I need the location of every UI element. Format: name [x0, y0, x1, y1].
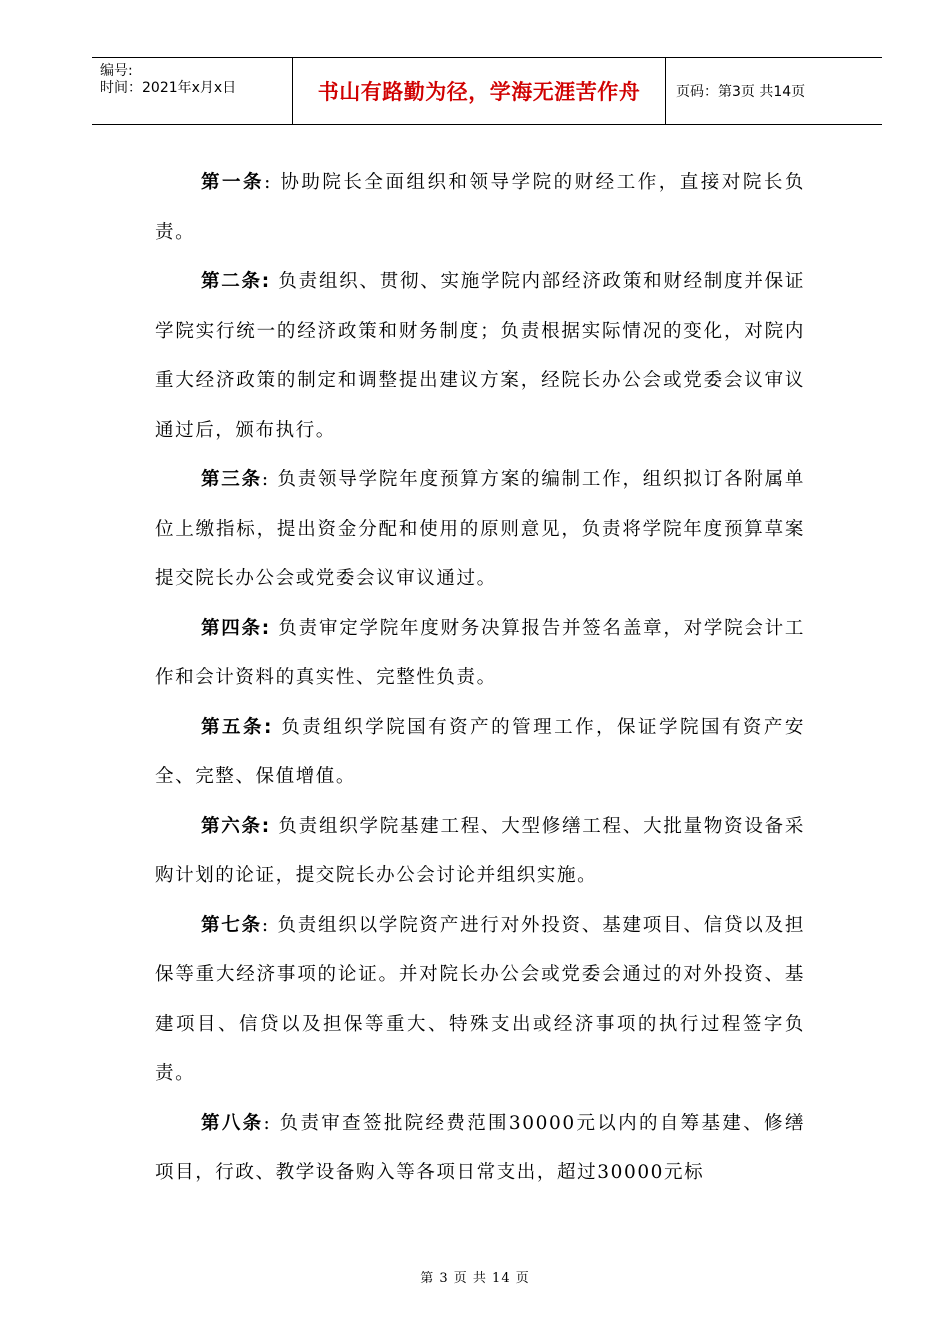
article-label: 第一条	[201, 172, 265, 193]
footer-page-number: 第 3 页 共 14 页	[420, 1271, 530, 1286]
article-7	[155, 901, 805, 1099]
document-body	[155, 158, 805, 1198]
document-time-label: 时间：2021年x月x日	[100, 80, 237, 96]
article-text: 协助院长全面组织和领导学院的财经工作，直接对院长负责。	[155, 172, 805, 243]
article-separator: :	[261, 469, 270, 490]
article-3	[155, 455, 805, 604]
article-4	[155, 604, 805, 703]
article-text: 负责审定学院年度财务决算报告并签名盖章，对学院会计工作和会计资料的真实性、完整性负责。	[155, 617, 805, 688]
article-text: 负责组织以学院资产进行对外投资、基建项目、信贷以及担保等重大经济事项的论证。并对院长办公会或党委会通过的对外投资、基建项目、信贷以及担保等重大、特殊支出或经济事项的执行过程签字负责。	[155, 914, 805, 1084]
article-separator: :	[261, 914, 270, 936]
article-text: 负责审查签批院经费范围30000元以内的自筹基建、修缮项目，行政、教学设备购入等各项日常支出，超过30000元标	[155, 1112, 805, 1183]
article-text: 负责组织学院基建工程、大型修缮工程、大批量物资设备采购计划的论证，提交院长办公会讨论并组织实施。	[155, 815, 805, 886]
page-header	[92, 57, 882, 125]
header-motto: 书山有路勤为径，学海无涯苦作舟	[317, 80, 641, 104]
article-label: 第七条	[201, 914, 262, 936]
article-label: 第五条:	[201, 716, 273, 738]
article-separator: :	[264, 172, 272, 193]
article-text: 负责组织学院国有资产的管理工作，保证学院国有资产安全、完整、保值增值。	[155, 716, 805, 787]
header-page-cell	[666, 58, 882, 124]
document-number-label: 编号:	[100, 63, 133, 79]
article-label: 第六条:	[201, 815, 271, 837]
header-motto-cell	[293, 58, 666, 124]
article-2	[155, 257, 805, 455]
article-text: 负责领导学院年度预算方案的编制工作，组织拟订各附属单位上缴指标，提出资金分配和使用的原则意见，负责将学院年度预算草案提交院长办公会或党委会议审议通过。	[155, 469, 805, 589]
article-6	[155, 802, 805, 901]
article-label: 第八条	[201, 1112, 264, 1134]
article-1	[155, 158, 805, 257]
article-text: 负责组织、贯彻、实施学院内部经济政策和财经制度并保证学院实行统一的经济政策和财务制度；负责根据实际情况的变化，对院内重大经济政策的制定和调整提出建议方案，经院长办公会或党委会议审议通过后，颁布执行。	[155, 271, 805, 441]
article-separator: :	[263, 1112, 272, 1134]
article-8	[155, 1099, 805, 1198]
header-page-number: 页码：第3页 共14页	[676, 84, 806, 100]
page-footer	[0, 1267, 950, 1286]
article-label: 第四条:	[201, 617, 271, 639]
article-5	[155, 703, 805, 802]
article-label: 第三条	[201, 469, 262, 490]
header-meta	[92, 58, 293, 124]
article-label: 第二条:	[201, 271, 271, 292]
